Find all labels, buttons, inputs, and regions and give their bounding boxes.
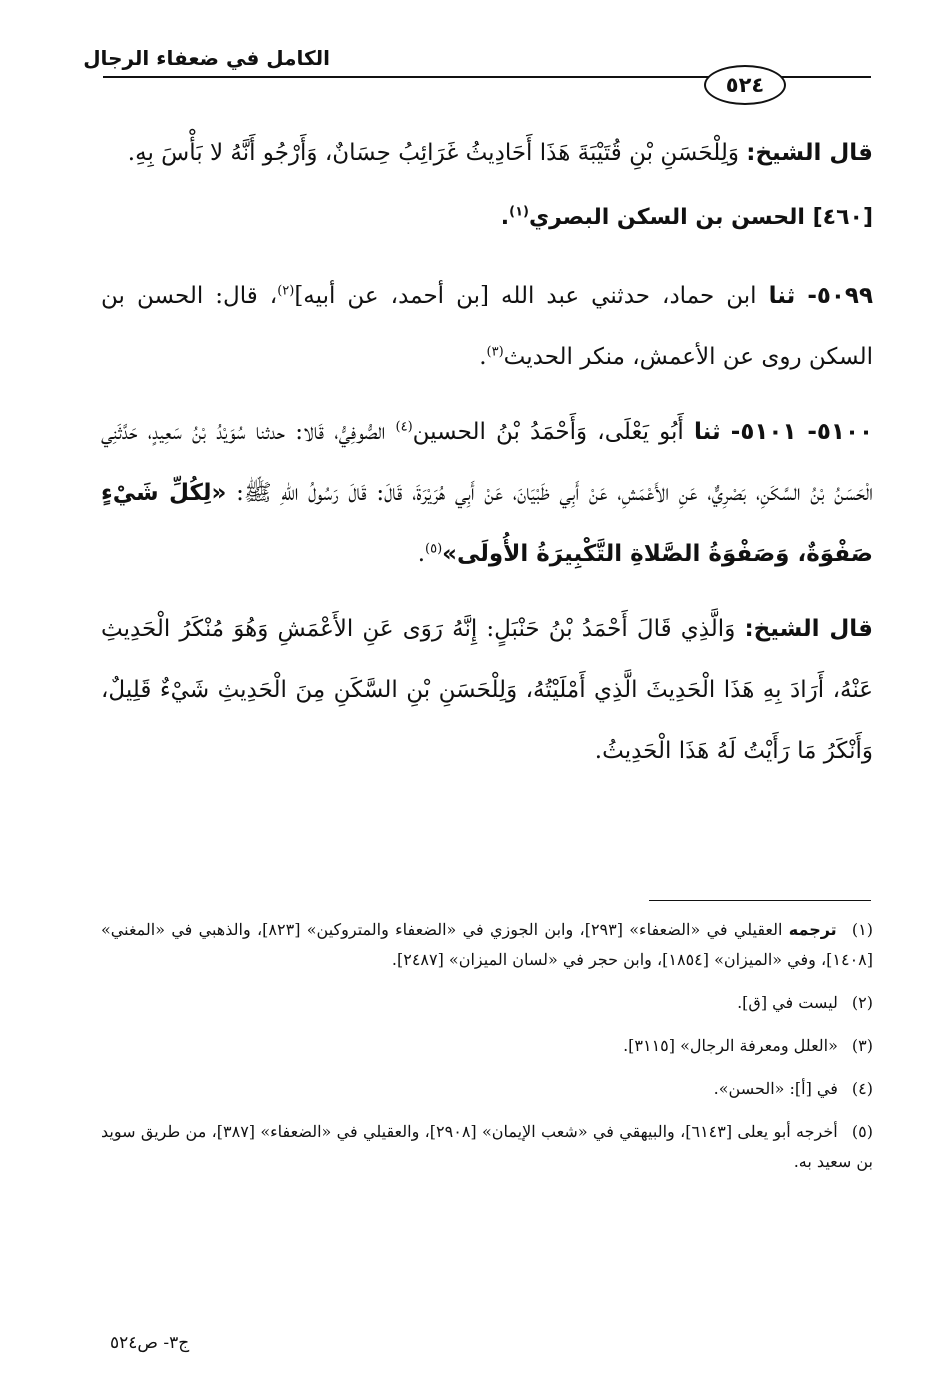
footnote-text: ليست في [ق]. <box>737 993 838 1012</box>
paragraph-text: الصُّوفِيُّ، قَالا: حدثنا سُوَيْدُ بْنُ سَعِيدٍ، حَدَّثَنِي الْحَسَنُ بْنُ السَّكَنِ، بَصْرِيٌّ، عَنِ الأَعْمَشِ، عَنْ أَبِي ظَبْيَانَ، عَنْ أَبِي هُرَيْرَةَ، قَالَ: قَالَ رَسُولُ اللهِ ﷺ: <box>101 419 873 506</box>
volume-page-marker: ج٣- ص٥٢٤ <box>110 1333 190 1353</box>
running-header-title: الكامل في ضعفاء الرجال <box>83 46 330 70</box>
footnote-ref: (١) <box>509 204 529 220</box>
footnote-text: أخرجه أبو يعلى [٦١٤٣]، والبيهقي في «شعب الإيمان» [٢٩٠٨]، والعقيلي في «الضعفاء» [٣٨٧]، من طريق سويد بن سعيد به. <box>101 1122 873 1171</box>
footnote-text: في [أ]: «الحسن». <box>713 1079 838 1098</box>
paragraph-sheikh-note-1 <box>101 123 873 184</box>
paragraph-text: وَلِلْحَسَنِ بْنِ قُتَيْبَةَ هَذَا أَحَادِيثُ غَرَائِبُ حِسَانٌ، وَأَرْجُو أَنَّهُ لا بَأْسَ بِهِ. <box>127 140 739 166</box>
paragraph-sheikh-note-2 <box>101 599 873 782</box>
paragraph-text: أَبُو يَعْلَى، وَأَحْمَدُ بْنُ الحسين <box>412 419 684 445</box>
footnote-ref: (٢) <box>277 283 295 299</box>
footnote-text: «العلل ومعرفة الرجال» [٣١١٥]. <box>623 1036 838 1055</box>
entry-heading <box>101 198 873 238</box>
footnote-text: العقيلي في «الضعفاء» [٢٩٣]، وابن الجوزي في «الضعفاء والمتروكين» [٨٢٣]، والذهبي في «المغني» [١٤٠٨]، وفي «الميزان» [١٨٥٤]، وابن حجر في «لسان الميزان» [٢٤٨٧]. <box>101 920 873 969</box>
page-number-badge: ٥٢٤ <box>704 65 786 105</box>
footnote-ref: (٣) <box>486 344 504 360</box>
footnote-number: (٣) <box>851 1036 873 1055</box>
paragraph-text: وَالَّذِي قَالَ أَحْمَدُ بْنُ حَنْبَلٍ: إِنَّهُ رَوَى عَنِ الأَعْمَشِ وَهُوَ مُنْكَرُ الْحَدِيثِ عَنْهُ، أَرَادَ بِهِ هَذَا الْحَدِيثَ الَّذِي أَمْلَيْتُهُ، وَلِلْحَسَنِ بْنِ السَّكَنِ مِنَ الْحَدِيثِ شَيْءٌ قَلِيلٌ، وَأَنْكَرُ مَا رَأَيْتُ لَهُ هَذَا الْحَدِيثُ. <box>101 616 873 764</box>
report-number: ٥١٠٠- ٥١٠١- <box>730 419 874 445</box>
report-number: ٥٠٩٩- <box>807 283 874 309</box>
paragraph-text: ابن حماد، حدثني عبد الله [بن أحمد، عن أبيه] <box>294 283 757 309</box>
footnote-5 <box>101 1117 873 1177</box>
hadith-text: «لِكُلِّ شَيْءٍ صَفْوَةٌ، وَصَفْوَةُ الصَّلاةِ التَّكْبِيرَةُ الأُولَى» <box>101 480 873 567</box>
punctuation: . <box>417 541 425 567</box>
footnote-1 <box>101 915 873 975</box>
sanad-label: ثنا <box>768 283 796 309</box>
footnote-2 <box>101 988 873 1018</box>
footnote-3 <box>101 1031 873 1061</box>
footnote-number: (٤) <box>851 1079 873 1098</box>
footnote-number: (٥) <box>851 1122 874 1141</box>
sheikh-label: قال الشيخ: <box>746 140 873 166</box>
punctuation: . <box>479 344 487 370</box>
footnote-separator <box>649 900 871 901</box>
main-text <box>101 123 873 796</box>
footnote-number: (٢) <box>851 993 873 1012</box>
footnotes <box>101 915 873 1190</box>
sheikh-label: قال الشيخ: <box>744 616 873 642</box>
footnote-4 <box>101 1074 873 1104</box>
sanad-label: ثنا <box>693 419 721 445</box>
paragraph-text: ، قال: الحسن بن السكن روى عن الأعمش، منكر الحديث <box>101 283 873 370</box>
footnote-ref: (٥) <box>425 541 443 557</box>
entry-title: [٤٦٠] الحسن بن السكن البصري <box>528 205 873 230</box>
paragraph-report-5099 <box>101 266 873 388</box>
punctuation: . <box>500 205 510 230</box>
footnote-ref: (٤) <box>395 419 413 435</box>
paragraph-report-5100 <box>101 402 873 585</box>
footnote-number: (١) <box>851 920 873 939</box>
footnote-lead: ترجمه <box>788 920 837 939</box>
